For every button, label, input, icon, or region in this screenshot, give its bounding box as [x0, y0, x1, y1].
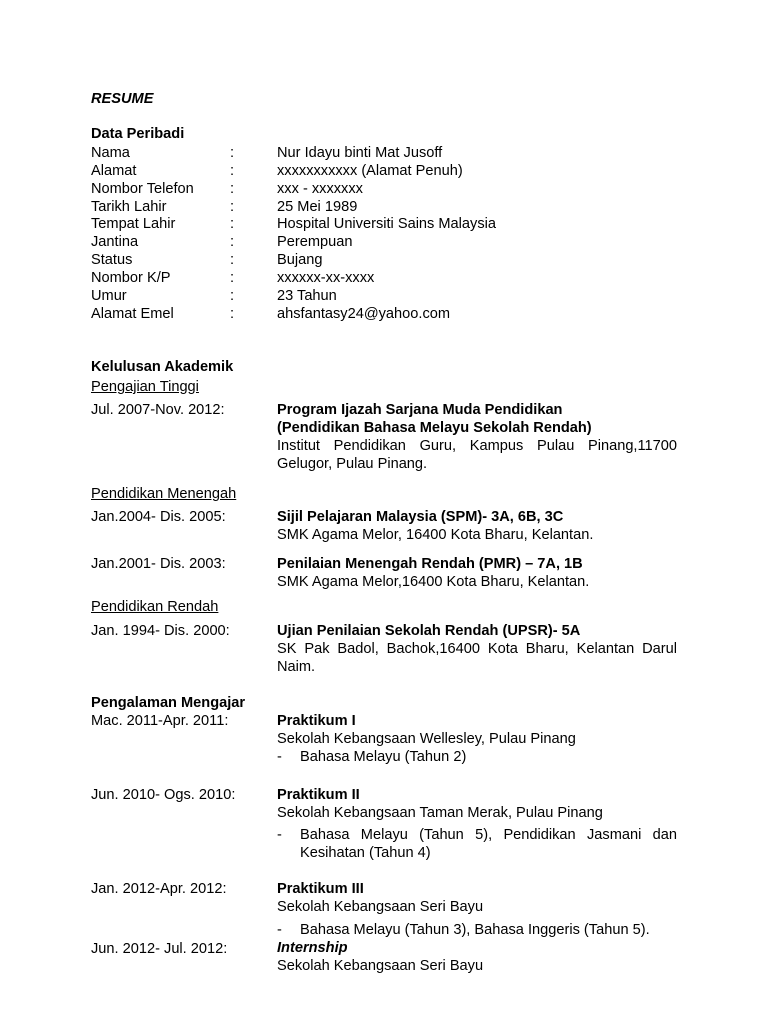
bullet-text: Bahasa Melayu (Tahun 3), Bahasa Inggeris (Tahun 5). [300, 922, 650, 938]
row-value: Perempuan [277, 234, 353, 250]
entry-date: Jun. 2010- Ogs. 2010: [91, 787, 236, 803]
row-separator: : [230, 216, 235, 232]
entry-date: Jun. 2012- Jul. 2012: [91, 941, 228, 957]
entry-school: Sekolah Kebangsaan Seri Bayu [277, 958, 484, 974]
bullet-dash: - [277, 922, 282, 938]
row-separator: : [230, 270, 235, 286]
higher-education-subheading: Pengajian Tinggi [91, 379, 199, 395]
entry-school: SMK Agama Melor,16400 Kota Bharu, Kelantan. [277, 574, 590, 590]
entry-date: Mac. 2011-Apr. 2011: [91, 713, 229, 729]
row-label: Tempat Lahir [91, 216, 176, 232]
row-value: xxxxxx-xx-xxxx [277, 270, 375, 286]
row-value: xxx - xxxxxxx [277, 181, 363, 197]
row-label: Nombor K/P [91, 270, 171, 286]
row-value: Nur Idayu binti Mat Jusoff [277, 145, 443, 161]
personal-heading: Data Peribadi [91, 126, 185, 142]
entry-title: Penilaian Menengah Rendah (PMR) – 7A, 1B [277, 556, 583, 572]
entry-date: Jul. 2007-Nov. 2012: [91, 402, 225, 418]
row-label: Nombor Telefon [91, 181, 194, 197]
bullet-dash: - [277, 749, 282, 765]
entry-title: Praktikum III [277, 881, 364, 897]
row-separator: : [230, 199, 235, 215]
entry-date: Jan.2004- Dis. 2005: [91, 509, 226, 525]
entry-title: Program Ijazah Sarjana Muda Pendidikan [277, 402, 563, 418]
row-value: 23 Tahun [277, 288, 337, 304]
entry-school: SK Pak Badol, Bachok,16400 Kota Bharu, Kelantan Darul Naim. [277, 641, 677, 675]
bullet-dash: - [277, 827, 282, 843]
entry-title: Ujian Penilaian Sekolah Rendah (UPSR)- 5A [277, 623, 581, 639]
entry-school: Sekolah Kebangsaan Taman Merak, Pulau Pinang [277, 805, 603, 821]
resume-title: RESUME [91, 91, 154, 107]
row-label: Nama [91, 145, 130, 161]
row-label: Alamat Emel [91, 306, 174, 322]
row-separator: : [230, 145, 235, 161]
row-separator: : [230, 181, 235, 197]
row-label: Jantina [91, 234, 139, 250]
entry-date: Jan. 2012-Apr. 2012: [91, 881, 227, 897]
row-value: ahsfantasy24@yahoo.com [277, 306, 451, 322]
entry-institution: Institut Pendidikan Guru, Kampus Pulau Pinang,11700 Gelugor, Pulau Pinang. [277, 438, 677, 472]
teaching-heading: Pengalaman Mengajar [91, 695, 246, 711]
row-separator: : [230, 252, 235, 268]
secondary-education-subheading: Pendidikan Menengah [91, 486, 237, 502]
bullet-text: Bahasa Melayu (Tahun 5), Pendidikan Jasmani dan Kesihatan (Tahun 4) [300, 827, 677, 861]
row-separator: : [230, 306, 235, 322]
entry-title: Praktikum II [277, 787, 360, 803]
row-separator: : [230, 163, 235, 179]
row-label: Alamat [91, 163, 137, 179]
row-value: Bujang [277, 252, 323, 268]
primary-education-subheading: Pendidikan Rendah [91, 599, 219, 615]
row-label: Tarikh Lahir [91, 199, 167, 215]
entry-title: Praktikum I [277, 713, 356, 729]
entry-title: Sijil Pelajaran Malaysia (SPM)- 3A, 6B, 3C [277, 509, 564, 525]
row-value: Hospital Universiti Sains Malaysia [277, 216, 496, 232]
entry-title-line2: (Pendidikan Bahasa Melayu Sekolah Rendah) [277, 420, 592, 436]
row-separator: : [230, 288, 235, 304]
entry-date: Jan. 1994- Dis. 2000: [91, 623, 230, 639]
entry-school: Sekolah Kebangsaan Wellesley, Pulau Pinang [277, 731, 576, 747]
academic-heading: Kelulusan Akademik [91, 359, 234, 375]
entry-school: SMK Agama Melor, 16400 Kota Bharu, Kelantan. [277, 527, 594, 543]
row-label: Umur [91, 288, 127, 304]
entry-date: Jan.2001- Dis. 2003: [91, 556, 226, 572]
row-value: xxxxxxxxxxx (Alamat Penuh) [277, 163, 463, 179]
entry-title: Internship [277, 940, 348, 956]
row-value: 25 Mei 1989 [277, 199, 358, 215]
row-separator: : [230, 234, 235, 250]
entry-school: Sekolah Kebangsaan Seri Bayu [277, 899, 484, 915]
bullet-text: Bahasa Melayu (Tahun 2) [300, 749, 467, 765]
row-label: Status [91, 252, 133, 268]
